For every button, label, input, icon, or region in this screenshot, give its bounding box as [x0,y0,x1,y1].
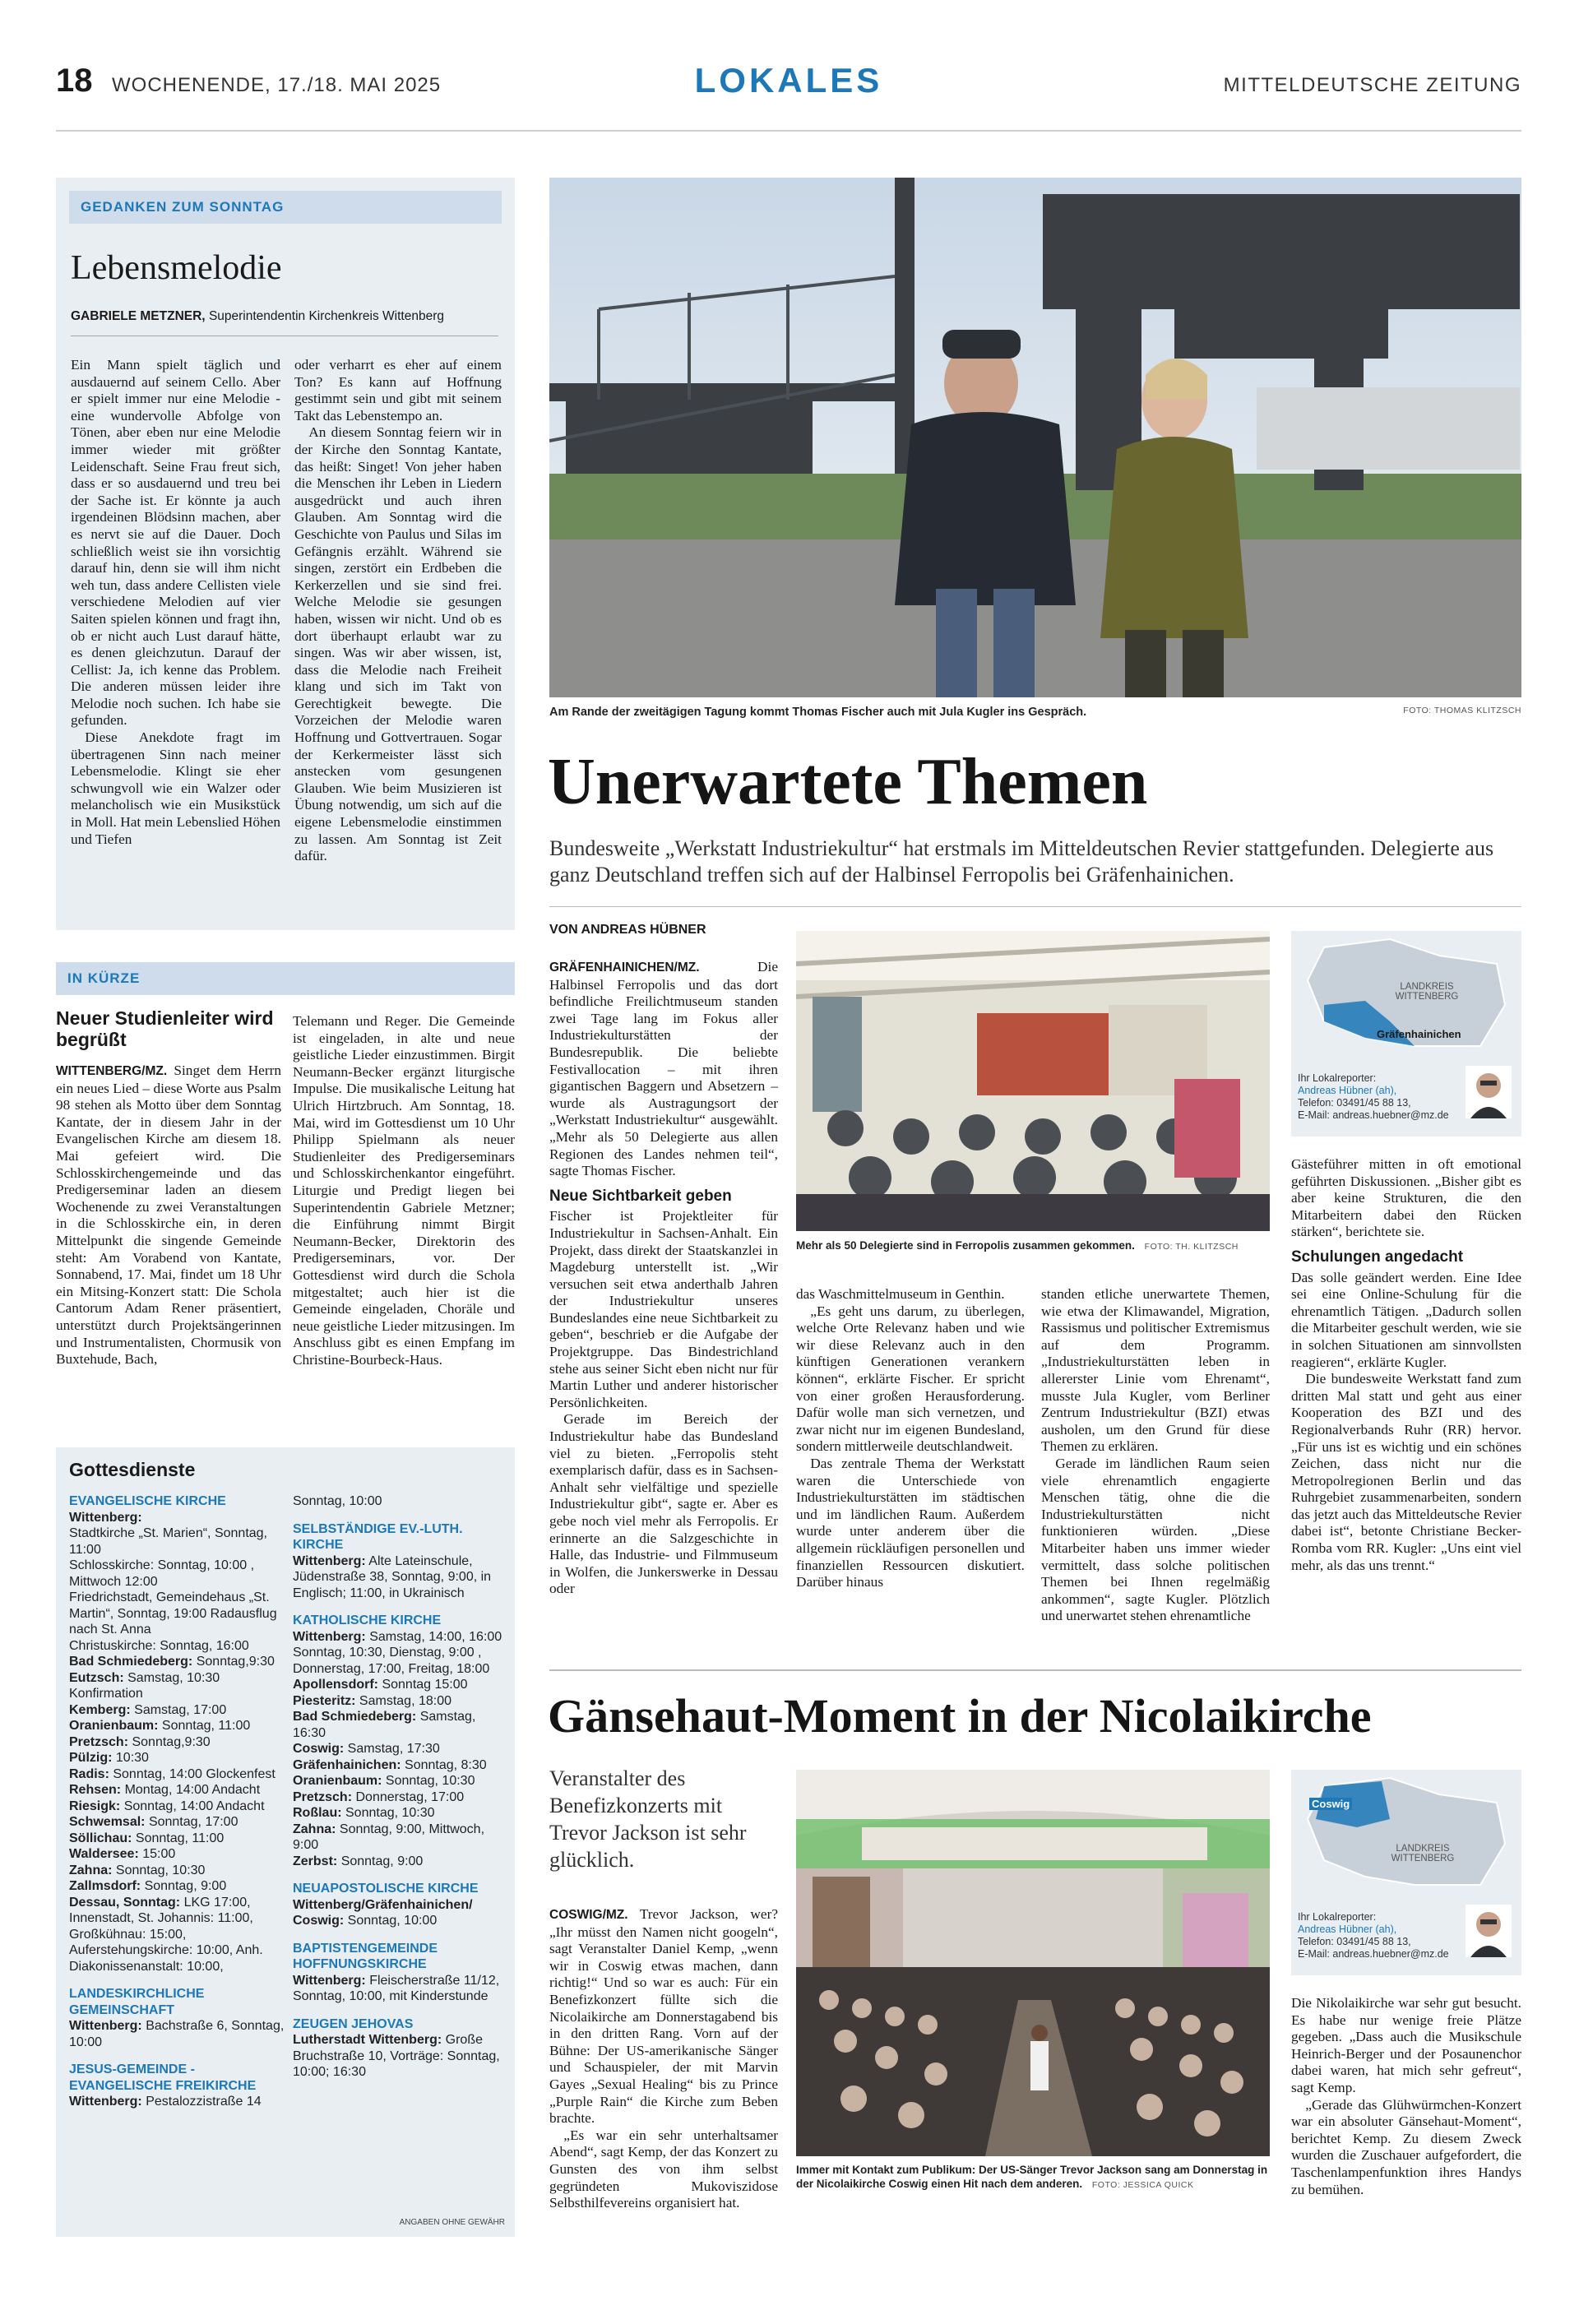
service-times: Sonntag,9:30 [196,1655,275,1669]
service-entry [293,1741,505,1757]
service-times: Samstag, 18:00 [359,1693,451,1708]
service-times: Samstag, 17:30 [347,1742,440,1756]
service-entry [69,1590,285,1638]
service-place: Lutherstadt Wittenberg: [293,2033,442,2047]
article1-text: Das zentrale Thema der Werkstatt waren die Unterschiede von Industriekulturstätten im städtischen und im ländlichen Raum. Außerdem wurde unter anderem über die allgemein rückläufigen personellen und finanziellen Ressourcen diskutiert. Darüber hinaus [796,1455,1025,1590]
kurz-dateline: WITTENBERG/MZ. [56,1064,168,1078]
reporter-name: Andreas Hübner (ah), [1298,1924,1397,1935]
service-place: Oranienbaum: [69,1719,159,1733]
service-category: SELBSTÄNDIGE EV.-LUTH. KIRCHE [293,1521,463,1552]
service-entry [69,1670,285,1702]
service-entry [69,1734,285,1751]
article1-subhead-2: Schulungen angedacht [1291,1248,1464,1266]
gedanken-paragraph: Ein Mann spielt täglich und ausdauernd auf seinem Cello. Aber er spielt immer nur eine Melodie - eine wundervolle Abfolge von Tönen, aber eben nur eine Melodie immer wieder mit größter Leidenschaft. Seine Frau freut sich, dass er so ausdauernd und treu bei der Sache ist. Er könnte ja auch irgendeinen Blödsinn machen, aber es nervt sie auf die Dauer. Doch schließlich weist sie ihn vorsichtig darauf hin, denn sie will ihm nicht weh tun, dass andere Cellisten viele verschiedene Melodien auf vier Saiten spielen können und fragt ihn, ob er nicht auch Lust darauf hätte, es denen gleichzutun. Darauf der Cellist: Ja, ich kenne das Problem. Die anderen müssen leider ihre Melodie noch suchen. Ich habe sie gefunden. [71,357,280,729]
coswig-map-box [1291,1770,1521,1975]
gedanken-col-1 [71,357,280,848]
service-times: Sonntag, 10:30 [345,1806,435,1820]
service-entry [293,1822,505,1854]
page-number: 18 [56,62,93,99]
service-entry [69,1525,285,1558]
article2-text: „Es war ein sehr unterhaltsamer Abend“, sagt Kemp, der das Konzert zu Gunsten des von ihm selbst gegründeten Mukoviszidose Selbsthilfevereins organisiert hat. [549,2127,778,2211]
article1-text: Die Halbinsel Ferropolis und das dort befindliche Freilichtmuseum standen zwei Tage lang im Fokus aller Industriekulturstätten der Bundesrepublik. Die beliebte Festivallocation – mit ihren gigantischen Baggern und Absetzern – wurde als Austragungsort der „Werkstatt Industriekultur“ ausgewählt. „Mehr als 50 Delegierte aus allen Regionen des Landes nehmen teil“, sagte Thomas Fischer. [549,959,778,1179]
gedanken-paragraph: oder verharrt es eher auf einem Ton? Es kann auf Hoffnung gestimmt sein und gibt mit seinem Takt das Lebenstempo an. [294,357,502,424]
map-label-town: Coswig [1309,1798,1352,1810]
article1-text: Fischer ist Projektleiter für Industriekultur in Sachsen-Anhalt. Ein Projekt, dass direkt der Staatskanzlei in Magdeburg unterstellt ist. „Wir versuchen seit etwa anderthalb Jahren der Industriekultur unseres Bundeslandes eine neue Sichtbarkeit zu geben“, beschrieb er die Aufgabe der Projektgruppe. Das Bindestrichland stehe aus seiner Sicht eben nicht nur für Martin Luther und anderer historischer Persönlichkeiten. [549,1208,778,1410]
service-place: Söllichau: [69,1831,132,1845]
service-entry [293,1973,505,2005]
service-place: Wittenberg: [293,1553,366,1568]
conference-photo-image [796,931,1270,1231]
service-place: Wittenberg: [69,1510,142,1525]
kurz-text: Singet dem Herrn ein neues Lied – diese Worte aus Psalm 98 stehen als Motto über dem Sonntag Kantate, der in diesem Jahr in der Evangelischen Kirche am diesem 18. Mai gefeiert wird. Die Schlosskirchengemeinde und das Predigerseminar laden an diesem Wochenende zu zwei Veranstaltungen in die Schlosskirche ein, in deren Mittelpunkt die singende Gemeinde steht: Am Vorabend von Kantate, Sonnabend, 17. Mai, findet um 18 Uhr ein Mitsing-Konzert statt: Die Schola Cantorum Adam Rener präsentiert, unterstützt durch Projektsängerinnen und Instrumentalisten, Chormusik von Buxtehude, Bach, [56,1062,281,1368]
reporter-avatar [1466,1905,1512,1957]
article1-col-3 [1041,1286,1270,1625]
service-entry [69,2018,285,2050]
service-place: Wittenberg: [69,2095,142,2109]
kurz-kicker: IN KÜRZE [56,962,515,995]
author-role: Superintendentin Kirchenkreis Wittenberg [208,309,444,323]
gedanken-paragraph: Diese Anekdote fragt im übertragenen Sinn nach meiner Lebensmelodie. Klingt sie eher schwungvoll wie ein Walzer oder melancholisch wie ein Musikstück in Moll. Hat mein Lebenslied Höhen und Tiefen [71,729,280,847]
article2-text: Die Nikolaikirche war sehr gut besucht. Es habe nur wenige freie Plätze gegeben. „Dass auch die Musikschule Heinrich-Berger und der Posaunenchor dabei waren, hat mich sehr gefreut“, sagt Kemp. [1291,1995,1521,2095]
article1-text: standen etliche unerwartete Themen, wie etwa der Klimawandel, Migration, Rassismus und politischer Extremismus auf dem Programm. „Industriekulturstätten leben in allererster Linie vom Ehrenamt“, musste Jula Kugler, vom Berliner Zentrum Industriekultur (BZI) etwas ausholen, um den Grund für diese Themen zu erklären. [1041,1286,1270,1455]
wittenberg-map-box [1291,931,1521,1137]
service-category: LANDESKIRCHLICHE GEMEINSCHAFT [69,1987,205,2017]
service-times: Große Bruchstraße 10, Vorträge: Sonntag, 10:00; 16:30 [293,2033,500,2079]
photo2-caption-text: Mehr als 50 Delegierte sind in Ferropolis zusammen gekommen. [796,1239,1135,1252]
reporter-label: Ihr Lokalreporter: [1298,1911,1377,1923]
service-entry [69,1510,285,1526]
service-entry [69,1814,285,1831]
service-times: Montag, 14:00 Andacht [124,1783,261,1797]
ferropolis-photo [549,178,1521,697]
service-entry [293,1493,505,1510]
service-entry [293,1854,505,1870]
service-times: Sonntag, 10:00 [347,1914,438,1928]
service-times: Schlosskirche: Sonntag, 10:00 , Mittwoch 12:00 [69,1558,255,1589]
service-times: Sonntag, 10:30 [115,1863,206,1877]
service-category: EVANGELISCHE KIRCHE [69,1494,226,1508]
service-place: Wittenberg: [69,2019,142,2033]
service-place: Wittenberg/Gräfenhainichen/ Coswig: [293,1897,473,1928]
article1-text: Das solle geändert werden. Eine Idee sei eine Online-Schulung für die ehrenamtlich Tätigen. „Dadurch sollen die Mitarbeiter geschult werden, wie sie in solchen Situationen am sinnvollsten reagieren“, erklärte Kugler. [1291,1269,1521,1370]
reporter-label: Ihr Lokalreporter: [1298,1072,1377,1084]
service-place: Apollensdorf: [293,1678,378,1692]
service-place: Bad Schmiedeberg: [293,1710,417,1724]
service-entry [69,1799,285,1815]
service-category: NEUAPOSTOLISCHE KIRCHE [293,1882,479,1896]
service-times: Pestalozzistraße 14 [146,2095,262,2109]
gedanken-title: Lebensmelodie [71,249,282,287]
service-entry [69,1878,285,1895]
issue-date: WOCHENENDE, 17./18. MAI 2025 [112,74,442,96]
photo3-credit: FOTO: JESSICA QUICK [1091,2180,1194,2190]
gottesdienste-col-1 [69,1493,285,2110]
kurz-col-2 [293,1013,515,1368]
article1-col-4 [1291,1156,1521,1574]
service-times: Stadtkirche „St. Marien“, Sonntag, 11:00 [69,1526,267,1557]
article1-col-1 [549,959,778,1598]
article2-dateline: COSWIG/MZ. [549,1908,628,1922]
article1-headline: Unerwartete Themen [548,746,1148,818]
service-entry [293,1553,505,1602]
service-place: Wittenberg: [293,1629,366,1644]
service-place: Kemberg: [69,1702,131,1717]
service-place: Gräfenhainichen: [293,1757,401,1772]
article1-text: Gästeführer mitten in oft emotional geführten Diskussionen. „Bisher gibt es aber keine Strukturen, die den Mitarbeitern dabei den Rücken stärken“, berichtete sie. [1291,1156,1521,1240]
service-place: Pretzsch: [69,1734,129,1749]
service-entry [69,1638,285,1655]
article1-rule [549,906,1521,907]
service-entry [69,1782,285,1799]
service-entry [293,1897,505,1929]
service-place: Rehsen: [69,1783,122,1797]
service-place: Eutzsch: [69,1670,124,1685]
service-place: Riesigk: [69,1799,121,1813]
article1-text: „Es geht uns darum, zu überlegen, welche Orte Relevanz haben und wie wir diese Relevanz auch in den künftigen Generationen verankern können“, erklärte Fischer. Er spricht von einer großen Herausforderung. Dafür wolle man sich vernetzen, und zwar nicht nur im eigenen Bundesland, sondern mittlerweile deutschlandweit. [796,1303,1025,1455]
service-times: Alte Lateinschule, Jüdenstraße 38, Sonntag, 9:00, in Englisch; 11:00, in Ukrainisch [293,1553,492,1600]
page-header [56,58,1521,132]
service-times: 10:30 [115,1751,149,1765]
author-name: GABRIELE METZNER, [71,309,206,323]
service-times: 15:00 [142,1847,176,1861]
service-times: Bachstraße 6, Sonntag, 10:00 [69,2019,285,2049]
gottesdienste-box [56,1447,515,2237]
service-entry [69,1718,285,1734]
article1-subhead-1: Neue Sichtbarkeit geben [549,1187,732,1205]
service-entry [69,1831,285,1847]
service-times: Sonntag, 9:00 [144,1879,227,1893]
gedanken-col-2 [294,357,502,865]
article1-col-2 [796,1286,1025,1591]
service-entry [69,1558,285,1590]
service-place: Wittenberg: [293,1973,366,1988]
article2-teaser: Veranstalter des Benefizkonzerts mit Trevor Jackson ist sehr glücklich. [549,1766,747,1872]
service-place: Zallmsdorf: [69,1879,141,1893]
service-times: Sonntag, 10:30 [385,1774,475,1788]
service-place: Dessau, Sonntag: [69,1895,181,1910]
reporter-email: E-Mail: andreas.huebner@mz.de [1298,1109,1449,1121]
service-place: Zahna: [69,1863,113,1877]
service-place: Bad Schmiedeberg: [69,1655,193,1669]
reporter-name: Andreas Hübner (ah), [1298,1085,1397,1096]
reporter-phone: Telefon: 03491/45 88 13, [1298,1936,1411,1947]
service-times: Samstag, 16:30 [293,1710,476,1740]
service-times: Sonntag, 14:00 Glockenfest [113,1766,276,1781]
service-place: Pülzig: [69,1751,113,1765]
service-category: KATHOLISCHE KIRCHE [293,1613,442,1627]
service-place: Roßlau: [293,1806,342,1820]
gottesdienste-col-2 [293,1493,505,2081]
service-times: Sonntag, 11:00 [161,1719,251,1733]
service-times: Sonntag, 11:00 [135,1831,225,1845]
conference-photo [796,931,1270,1231]
article2-headline: Gänsehaut-Moment in der Nicolaikirche [548,1689,1372,1743]
service-times: Sonntag,9:30 [132,1734,211,1749]
service-entry [293,1773,505,1789]
service-times: LKG 17:00, Innenstadt, St. Johannis: 11:00, Großkühnau: 15:00, Auferstehungskirche: 10:00, Anh. Diakonissenanstalt: 10:00, [69,1895,263,1974]
service-times: Sonntag, 14:00 Andacht [123,1799,265,1813]
photo3-caption-text: Immer mit Kontakt zum Publikum: Der US-Sänger Trevor Jackson sang am Donnerstag in der Nicolaikirche Coswig einen Hit nach dem anderen. [796,2164,1268,2190]
service-times: Sonntag 15:00 [382,1678,468,1692]
kurz-title: Neuer Studienleiter wird begrüßt [56,1007,274,1050]
service-place: Radis: [69,1766,109,1781]
service-entry [69,1654,285,1670]
map-label-town: Gräfenhainichen [1377,1028,1461,1040]
photo3-caption [796,2163,1270,2192]
service-times: Sonntag, 17:00 [148,1815,238,1829]
gedanken-box [56,178,515,930]
service-entry [293,1709,505,1741]
service-place: Oranienbaum: [293,1774,382,1788]
service-times: Sonntag, 9:00, Mittwoch, 9:00 [293,1822,485,1852]
church-concert-photo [796,1770,1270,2156]
service-place: Waldersee: [69,1847,139,1861]
photo1-caption-text: Am Rande der zweitägigen Tagung kommt Thomas Fischer auch mit Jula Kugler ins Gespräch. [549,706,1087,719]
gottesdienste-title: Gottesdienste [69,1459,196,1480]
church-concert-photo-image [796,1770,1270,2156]
gedanken-author [71,309,498,336]
gottesdienste-note: ANGABEN OHNE GEWÄHR [399,2218,505,2227]
service-times: Donnerstag, 17:00 [355,1789,465,1804]
service-times: Samstag, 17:00 [134,1702,227,1717]
article1-teaser: Bundesweite „Werkstatt Industriekultur“ hat erstmals im Mitteldeutschen Revier stattgefunden. Delegierte aus ganz Deutschland treffen sich auf der Halbinsel Ferropolis bei Gräfenhainichen. [549,836,1494,887]
service-place: Piesteritz: [293,1693,356,1708]
reporter-info [1298,1072,1462,1122]
service-place: Zahna: [293,1822,336,1836]
map-label-landkreis: LANDKREIS WITTENBERG [1395,982,1459,1002]
photo2-credit: FOTO: TH. KLITZSCH [1144,1242,1239,1252]
article2-rule [549,1669,1521,1671]
service-times: Fleischerstraße 11/12, Sonntag, 10:00, mit Kinderstunde [293,1973,500,2003]
article2-col-1 [549,1906,778,2212]
ferropolis-photo-image [549,178,1521,697]
article1-text: Gerade im Bereich der Industriekultur habe das Bundesland viel zu bieten. „Ferropolis steht exemplarisch dafür, dass es in Sachsen-Anhalt sehr vielfältige und spezielle Industriekultur gibt“, sagte er. Aber es gebe noch viel mehr als Ferropolis. Er erinnerte an die Salzgeschichte in Halle, das Industrie- und Filmmuseum in Wolfen, die Junkerswerke in Dessau oder [549,1411,778,1597]
landkreis-map-icon [1291,1770,1521,1893]
service-place: Schwemsal: [69,1815,146,1829]
reporter-phone: Telefon: 03491/45 88 13, [1298,1097,1411,1109]
service-entry [69,2094,285,2110]
service-times: Sonntag, 8:30 [405,1757,487,1772]
service-place: Coswig: [293,1742,345,1756]
service-entry [293,1789,505,1806]
service-entry [69,1846,285,1863]
kurz-text: Telemann und Reger. Die Gemeinde ist eingeladen, in alte und neue geistliche Lieder einzustimmen. Birgit Neumann-Becker ergänzt liturgische Impulse. Die musikalische Leitung hat Ulrich Hirtzbruch. Am Sonntag, 18. Mai, wird im Gottesdienst um 10 Uhr Philipp Spielmann als neuer Studienleiter des Predigerseminars und Schlosskirchenkantor eingeführt. Liturgie und Predigt liegen bei Superintendentin Gabriele Metzner; die Einführung nimmt Birgit Neumann-Becker, Direktorin des Predigerseminars, vor. Der Gottesdienst wird durch die Schola mitgestaltet; auch hier ist die Gemeinde eingeladen, Choräle und neue geistliche Lieder mitzusingen. Im Anschluss gibt es einen Empfang im Christine-Bourbeck-Haus. [293,1013,515,1368]
service-entry [69,1863,285,1879]
service-category: ZEUGEN JEHOVAS [293,2016,414,2031]
service-entry [293,2032,505,2081]
article2-text: „Gerade das Glühwürmchen-Konzert war ein absoluter Gänsehaut-Moment“, berichtet Kemp. Zu diesem Zweck wurden die Zuschauer aufgefordert, die Taschenlampenfunktion ihres Handys zu bemühen. [1291,2096,1521,2197]
kurz-col-1 [56,1062,281,1368]
service-entry [69,1702,285,1719]
article1-text: Die bundesweite Werkstatt fand zum dritten Mal statt und geht aus einer Kooperation des BZI und des Regionalverbands Ruhr (RR) hervor. „Für uns ist es wichtig und ein schönes Zeichen, dass nicht nur die Metropolregionen Berlin und das Ruhrgebiet zusammenarbeiten, sondern das jetzt auch das Mitteldeutsche Revier dabei ist“, betonte Christiane Becker-Romba vom RR. Kugler: „Uns eint viel mehr, als das uns trennt.“ [1291,1371,1521,1573]
article1-text: Gerade im ländlichen Raum seien viele ehrenamtlich engagierte Menschen tätig, ohne die die Industriekulturstätten nicht funktionieren würden. „Diese Mitarbeiter haben uns immer wieder vermittelt, dass solche politischen Themen bei Ihnen regelmäßig ankommen“, sagte Kugler. Plötzlich und unerwartet stehen ehrenamtliche [1041,1455,1270,1624]
map-label-landkreis: LANDKREIS WITTENBERG [1391,1844,1455,1863]
photo1-caption [549,706,1521,719]
article1-byline: VON ANDREAS HÜBNER [549,923,706,937]
service-entry [293,1677,505,1693]
article1-text: das Waschmittelmuseum in Genthin. [796,1286,1005,1302]
service-category: JESUS-GEMEINDE - EVANGELISCHE FREIKIRCHE [69,2062,257,2093]
gedanken-kicker: GEDANKEN ZUM SONNTAG [69,191,502,224]
gedanken-paragraph: An diesem Sonntag feiern wir in der Kirche den Sonntag Kantate, das heißt: Singet! Von jeher haben die Menschen ihr Leben in Liedern ausgedrückt und auch ihren Glauben. Am Sonntag wird die Geschichte von Paulus und Silas im Gefängnis erzählt. Während sie singen, zerstört ein Erdbeben die Kerkerzellen und sie sind frei. Welche Melodie sie gesungen haben, wissen wir nicht. Und ob es dort überhaupt erlaubt war zu singen. Was wir aber wissen, ist, dass die Melodie nach Freiheit klang und sich im Takt von Gerechtigkeit bewegte. Die Vorzeichen der Melodie waren Hoffnung und Gottvertrauen. Sogar der Kerkermeister lässt sich anstecken vom gesungenen Glauben. Wie beim Musizieren ist Übung notwendig, um sich auf die eigene Lebensmelodie einstimmen zu lassen. Am Sonntag ist Zeit dafür. [294,424,502,864]
service-times: Samstag, 10:30 Konfirmation [69,1670,220,1701]
service-entry [293,1693,505,1710]
photo2-caption [796,1239,1270,1252]
service-entry [69,1895,285,1975]
service-entry [293,1805,505,1822]
reporter-avatar [1466,1066,1512,1118]
service-times: Friedrichstadt, Gemeindehaus „St. Martin“, Sonntag, 19:00 Radausflug nach St. Anna [69,1590,277,1637]
service-entry [69,1750,285,1766]
photo1-credit: FOTO: THOMAS KLITZSCH [1403,706,1521,715]
service-entry [293,1757,505,1774]
reporter-info [1298,1911,1462,1961]
service-place: Zerbst: [293,1854,338,1868]
section-title: LOKALES [694,61,883,100]
service-times: Sonntag, 10:00 [293,1494,382,1508]
service-entry [69,1766,285,1783]
service-place: Pretzsch: [293,1789,353,1804]
reporter-email: E-Mail: andreas.huebner@mz.de [1298,1948,1449,1960]
article2-text: Trevor Jackson, wer? „Ihr müsst den Namen nicht googeln“, sagt Veranstalter Daniel Kemp, „wenn wir in Coswig etwas machen, dann richtig!“ Und so war es auch: Für ein Benefizkonzert füllte sich die Nicolaikirche am Donnerstagabend bis in den dritten Rang. Vorn auf der Bühne: Der US-amerikanische Sänger und Schauspieler, der mit Marvin Gayes „Sexual Healing“ bis zu Prince „Purple Rain“ die Kirche zum Beben brachte. [549,1906,778,2127]
service-category: BAPTISTENGEMEINDE HOFFNUNGSKIRCHE [293,1941,438,1971]
newspaper-name: MITTELDEUTSCHE ZEITUNG [1223,74,1521,96]
service-entry [293,1629,505,1678]
article1-dateline: GRÄFENHAINICHEN/MZ. [549,961,700,975]
article2-col-3 [1291,1995,1521,2198]
service-times: Sonntag, 9:00 [340,1854,424,1868]
service-times: Samstag, 14:00, 16:00 Sonntag, 10:30, Dienstag, 9:00 , Donnerstag, 17:00, Freitag, 18:00 [293,1629,502,1676]
service-times: Christuskirche: Sonntag, 16:00 [69,1638,249,1653]
